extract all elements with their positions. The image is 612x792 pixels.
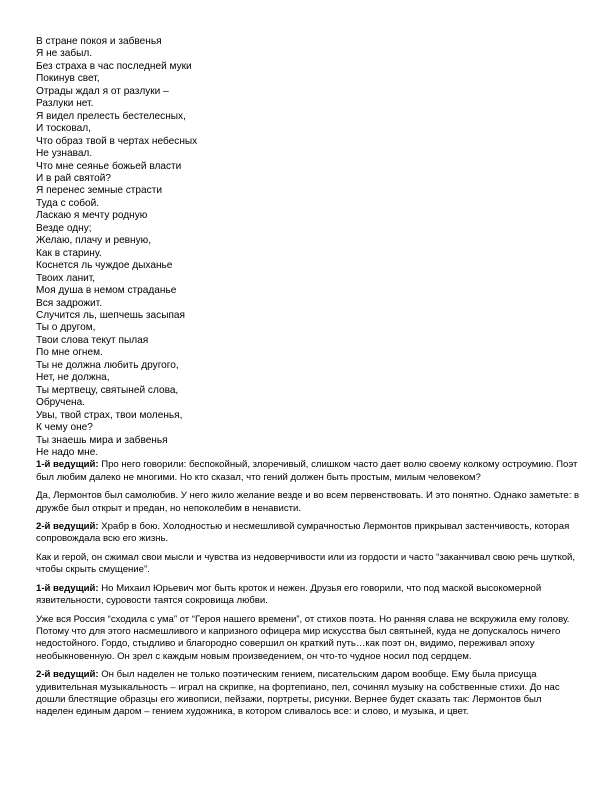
poem-line: Твоих ланит, [36, 272, 96, 284]
paragraph-text: Про него говорили: беспокойный, злоречивый, слишком часто дает волю своему колкому остроумию. Поэт был любим далеко не многими. Но кто сказал, что гений должен быть простым, милым человеком? [36, 459, 578, 483]
speaker-label: 1-й ведущий: [36, 582, 99, 594]
poem-line: По мне огнем. [36, 347, 103, 359]
paragraph [36, 583, 581, 608]
poem-line: Что мне сеянье божьей власти [36, 160, 182, 172]
paragraph-text: Храбр в бою. Холодностью и несмешливой сумрачностью Лермонтов прикрывал застенчивость, которая сопровождала всю его жизнь. [36, 521, 570, 545]
poem-line: Я не забыл. [36, 48, 93, 60]
poem-line: Не надо мне. [36, 446, 99, 458]
speaker-label: 1-й ведущий: [36, 459, 99, 471]
poem-line: Ты знаешь мира и забвенья [36, 434, 168, 446]
paragraph [36, 552, 581, 577]
poem-line: К чему оне? [36, 422, 93, 434]
paragraph [36, 490, 581, 515]
paragraph [36, 669, 581, 718]
poem-line: Вся задрожит. [36, 297, 102, 309]
poem-line: Что образ твой в чертах небесных [36, 135, 198, 147]
poem-line: Без страха в час последней муки [36, 60, 192, 72]
poem-line: Моя душа в немом страданье [36, 285, 177, 297]
poem-line: Туда с собой. [36, 197, 100, 209]
paragraph [36, 614, 581, 663]
poem-line: Везде одну; [36, 222, 92, 234]
poem-line: Ты о другом, [36, 322, 96, 334]
poem-line: Ты не должна любить другого, [36, 359, 179, 371]
poem-line: Твои слова текут пылая [36, 334, 149, 346]
poem-line: Не узнавал. [36, 148, 93, 160]
poem-line: Ты мертвецу, святыней слова, [36, 384, 179, 396]
poem-line: Я видел прелесть бестелесных, [36, 110, 186, 122]
poem [36, 36, 581, 459]
paragraph-text: Уже вся Россия “сходила с ума” от “Героя нашего времени”, от стихов поэта. Но ранняя слава не вскружила ему голову. Потому что для этого насмешливого и капризного офицера мир искусства был святыней, куда не допускалось ничего недостойного. Гордо, стыдливо и благородно совершил он краткий путь…как поэт он, видимо, переживал эпоху необыкновенную. Он зрел с каждым новым произведением, он что-то чудное носил под сердцем. [36, 613, 570, 662]
poem-line: Увы, твой страх, твои моленья, [36, 409, 183, 421]
poem-line: Коснется ль чуждое дыханье [36, 260, 173, 272]
poem-line: Я перенес земные страсти [36, 185, 162, 197]
poem-line: Как в старину. [36, 247, 102, 259]
poem-line: В стране покоя и забвенья [36, 36, 162, 47]
document-page [36, 36, 581, 725]
poem-line: Ласкаю я мечту родную [36, 210, 148, 222]
paragraph-text: Как и герой, он сжимал свои мысли и чувства из недоверчивости или из гордости и часто “заканчивал свою речь шуткой, чтобы скрыть смущение”. [36, 552, 576, 576]
poem-line: И в рай святой? [36, 172, 112, 184]
poem-line: Нет, не должна, [36, 372, 110, 384]
poem-line: Желаю, плачу и ревную, [36, 235, 152, 247]
paragraph [36, 459, 581, 484]
paragraph [36, 521, 581, 546]
commentary [36, 459, 581, 718]
paragraph-text: Он был наделен не только поэтическим гением, писательским даром вообще. Ему была присуща удивительная музыкальность – играл на скрипке, на фортепиано, пел, сочинял музыку на собственные стихи. До нас дошли блестящие образцы его живописи, пейзажи, портреты, рисунки. Вернее будет сказать так: Лермонтов был наделен единым даром – гением художника, в котором сливалось все: и слово, и музыка, и цвет. [36, 669, 560, 718]
speaker-label: 2-й ведущий: [36, 521, 99, 533]
paragraph-text: Но Михаил Юрьевич мог быть кроток и нежен. Друзья его говорили, что под маской высокомерной язвительности, суровости таятся сокровища любви. [36, 582, 542, 607]
poem-line: Случится ль, шепчешь засыпая [36, 309, 186, 321]
poem-line: Отрады ждал я от разлуки – [36, 85, 169, 97]
poem-line: Разлуки нет. [36, 98, 94, 110]
paragraph-text: Да, Лермонтов был самолюбив. У него жило желание везде и во всем первенствовать. И это понятно. Однако заметьте: в дружбе был открыт и предан, но непоколебим в ненависти. [36, 490, 580, 514]
poem-line: Покинув свет, [36, 73, 100, 85]
poem-line: Обручена. [36, 397, 86, 409]
speaker-label: 2-й ведущий: [36, 669, 99, 681]
poem-line: И тосковал, [36, 123, 91, 135]
